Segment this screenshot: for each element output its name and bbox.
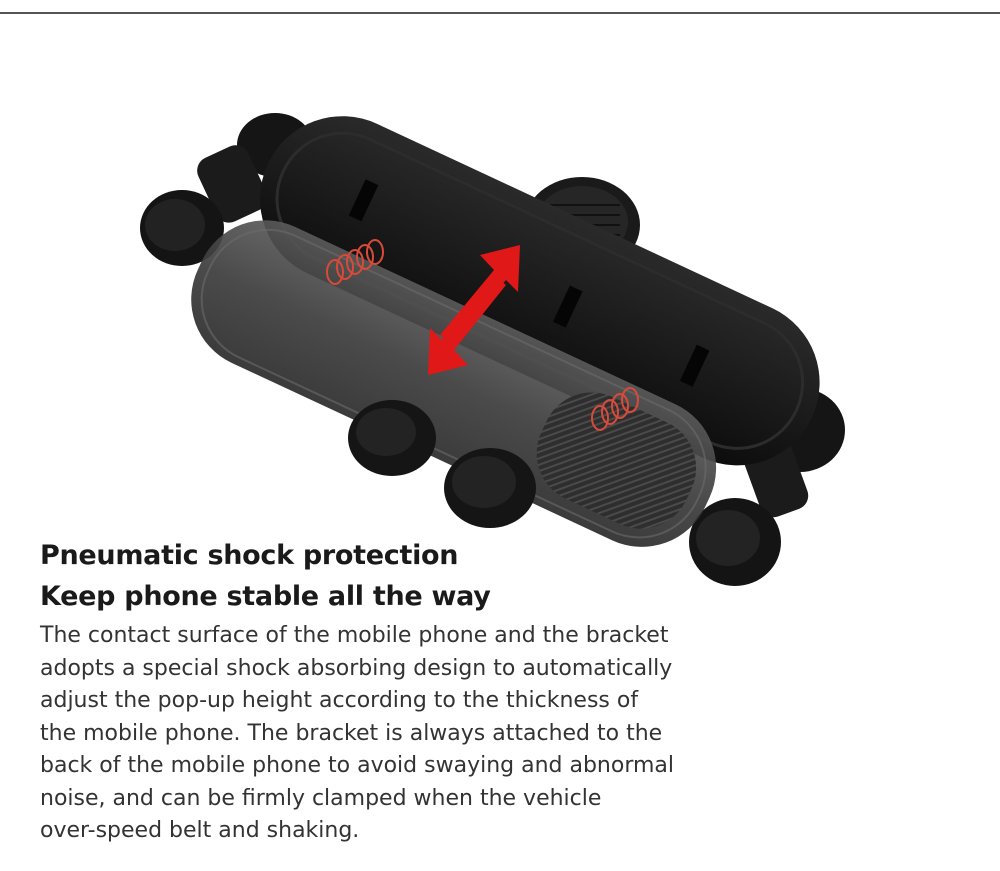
- description-paragraph: [40, 620, 800, 848]
- description-line: over-speed belt and shaking.: [40, 818, 360, 843]
- description-line: the mobile phone. The bracket is always attached to the: [40, 720, 663, 746]
- headline-secondary: Keep phone stable all the way: [40, 581, 491, 612]
- description-line: The contact surface of the mobile phone and the bracket: [40, 623, 669, 648]
- headline-primary: Pneumatic shock protection: [40, 540, 459, 571]
- description-line: adjust the pop-up height according to the thickness of: [40, 688, 639, 713]
- car-phone-holder-image: [0, 14, 1000, 604]
- top-divider: [0, 0, 1000, 14]
- description-line: back of the mobile phone to avoid swaying and abnormal: [40, 753, 675, 778]
- description-line: adopts a special shock absorbing design to automatically: [40, 655, 673, 681]
- description-line: noise, and can be firmly clamped when the vehicle: [40, 785, 602, 811]
